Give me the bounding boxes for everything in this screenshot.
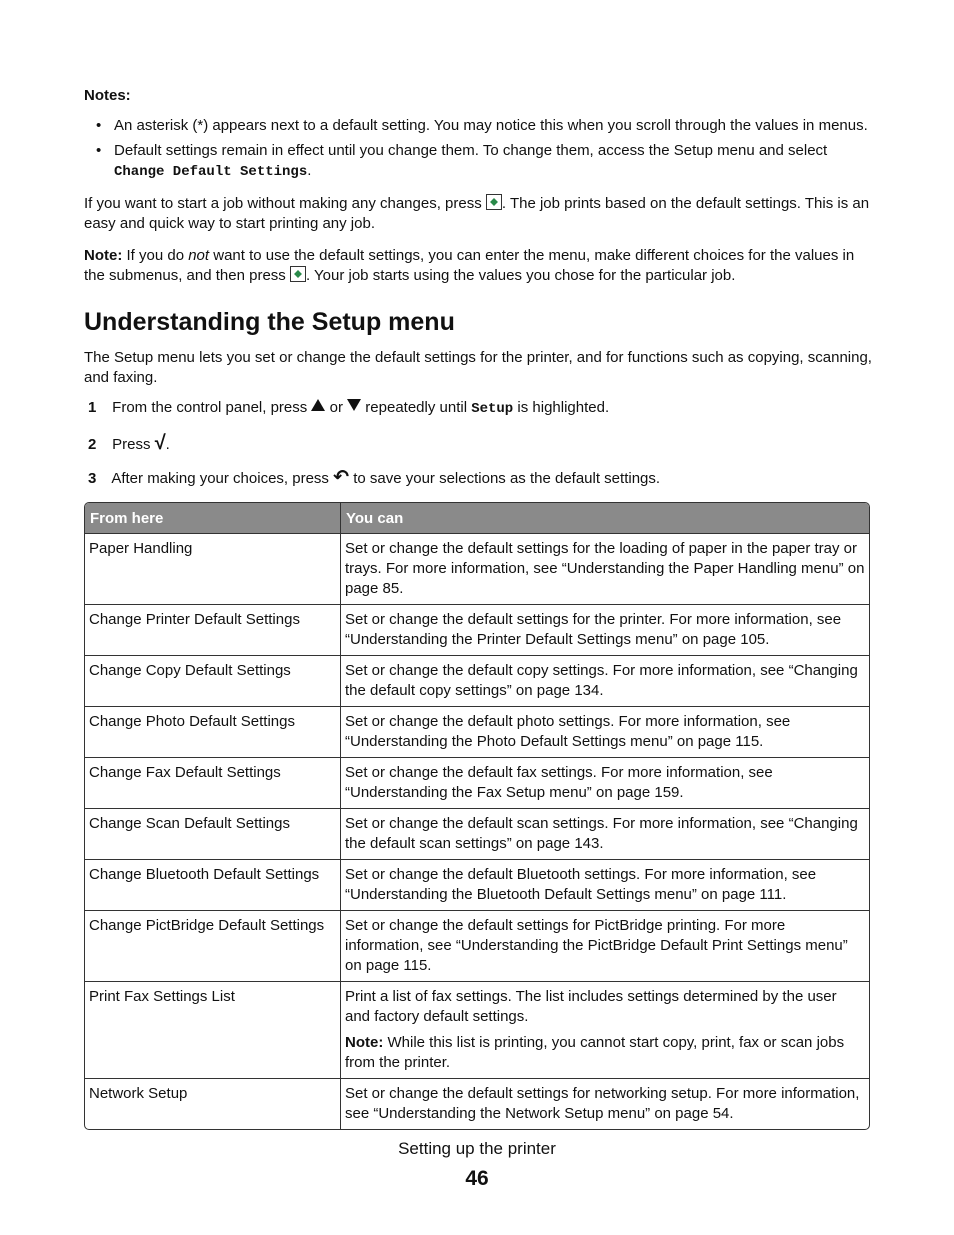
- back-arrow-icon: ↶: [333, 467, 350, 488]
- note-label: Note:: [345, 1034, 384, 1051]
- step-text: From the control panel, press: [112, 399, 308, 416]
- table-cell-from: Paper Handling: [85, 533, 341, 604]
- table-cell-can: Set or change the default photo settings. For more information, see “Understanding the Photo Default Settings menu” on page 115.: [341, 706, 869, 757]
- table-row: [85, 533, 869, 604]
- footer-chapter-title: Setting up the printer: [398, 1139, 556, 1158]
- table-cell-can: Set or change the default fax settings. For more information, see “Understanding the Fax Setup menu” on page 159.: [341, 757, 869, 808]
- table-cell-can: Set or change the default copy settings. For more information, see “Changing the default copy settings” on page 134.: [341, 655, 869, 706]
- setup-menu-table: [84, 502, 870, 1130]
- cell-text: Print a list of fax settings. The list includes settings determined by the user and factory default settings.: [345, 988, 837, 1025]
- note-label: Note:: [84, 247, 123, 264]
- table-header-row: [85, 503, 869, 533]
- para-text: If you want to start a job without making any changes, press: [84, 195, 482, 212]
- table-cell-from: Change PictBridge Default Settings: [85, 910, 341, 981]
- table-cell-from: Change Copy Default Settings: [85, 655, 341, 706]
- start-button-icon: [486, 194, 502, 210]
- start-button-icon: [290, 266, 306, 282]
- step-text: .: [165, 436, 170, 453]
- menu-code: Change Default Settings: [114, 164, 308, 180]
- notes-list: [96, 116, 886, 187]
- table-cell-can: Set or change the default Bluetooth settings. For more information, see “Understanding the Bluetooth Default Settings menu” on page 111.: [341, 859, 869, 910]
- paragraph-note: [84, 246, 874, 286]
- table-cell-from: Network Setup: [85, 1078, 341, 1129]
- step-text: to save your selections as the default settings.: [353, 470, 661, 487]
- table-cell-can: Set or change the default settings for the printer. For more information, see “Understanding the Printer Default Settings menu” on page 105.: [341, 604, 869, 655]
- step-3: [88, 468, 878, 489]
- punctuation: .: [307, 162, 312, 179]
- table-cell-from: Change Scan Default Settings: [85, 808, 341, 859]
- paragraph-start-job: [84, 194, 874, 234]
- table-row: [85, 910, 869, 981]
- table-row: [85, 604, 869, 655]
- table-row: [85, 859, 869, 910]
- cell-note: [345, 1033, 865, 1073]
- section-intro: The Setup menu lets you set or change the default settings for the printer, and for functions such as copying, scanning, and faxing.: [84, 349, 872, 386]
- step-number: 1: [88, 399, 97, 416]
- step-text: or: [329, 399, 343, 416]
- table-row: [85, 757, 869, 808]
- table-cell-from: Print Fax Settings List: [85, 981, 341, 1078]
- table-row: [85, 808, 869, 859]
- table-cell-from: Change Printer Default Settings: [85, 604, 341, 655]
- para-text: want to use the default settings, you can enter the menu, make different choices for the values in the submenus, and then press: [84, 247, 855, 284]
- menu-code: Setup: [471, 401, 514, 417]
- list-item: [96, 116, 886, 136]
- table-cell-can: [341, 981, 869, 1078]
- step-number: 2: [88, 436, 97, 453]
- note-bullet-text: An asterisk (*) appears next to a default setting. You may notice this when you scroll through the values in menus.: [114, 117, 868, 134]
- down-arrow-icon: [347, 399, 361, 411]
- up-arrow-icon: [311, 399, 325, 411]
- table-cell-can: Set or change the default settings for PictBridge printing. For more information, see “Understanding the PictBridge Default Print Settings menu” on page 115.: [341, 910, 869, 981]
- step-text: Press: [112, 436, 151, 453]
- table-cell-from: Change Photo Default Settings: [85, 706, 341, 757]
- para-text: . The job prints based on the default settings. This is an easy and quick way to start printing any job.: [84, 195, 870, 232]
- note-bullet-text: Default settings remain in effect until you change them. To change them, access the Setup menu and select: [114, 142, 828, 159]
- step-number: 3: [88, 470, 97, 487]
- table-row: [85, 1078, 869, 1129]
- step-text: repeatedly until: [365, 399, 468, 416]
- table-cell-from: Change Bluetooth Default Settings: [85, 859, 341, 910]
- table-row: [85, 981, 869, 1078]
- column-header-can: You can: [341, 503, 869, 533]
- table-cell-from: Change Fax Default Settings: [85, 757, 341, 808]
- para-text: If you do: [126, 247, 185, 264]
- para-emphasis: not: [188, 247, 210, 264]
- table-row: [85, 655, 869, 706]
- step-2: [88, 433, 878, 455]
- page-number: 46: [465, 1167, 489, 1190]
- table-cell-can: Set or change the default scan settings. For more information, see “Changing the default scan settings” on page 143.: [341, 808, 869, 859]
- table-row: [85, 706, 869, 757]
- table-cell-can: Set or change the default settings for networking setup. For more information, see “Understanding the Network Setup menu” on page 54.: [341, 1078, 869, 1129]
- checkmark-icon: √: [154, 432, 166, 454]
- para-text: . Your job starts using the values you chose for the particular job.: [305, 267, 736, 284]
- note-text: While this list is printing, you cannot start copy, print, fax or scan jobs from the printer.: [345, 1034, 845, 1071]
- notes-heading: Notes:: [84, 87, 131, 104]
- list-item: [96, 141, 886, 182]
- step-text: After making your choices, press: [111, 470, 329, 487]
- step-1: [88, 398, 878, 419]
- section-title: Understanding the Setup menu: [84, 308, 455, 336]
- column-header-from: From here: [85, 503, 341, 533]
- table-cell-can: Set or change the default settings for the loading of paper in the paper tray or trays. For more information, see “Understanding the Paper Handling menu” on page 85.: [341, 533, 869, 604]
- step-text: is highlighted.: [517, 399, 610, 416]
